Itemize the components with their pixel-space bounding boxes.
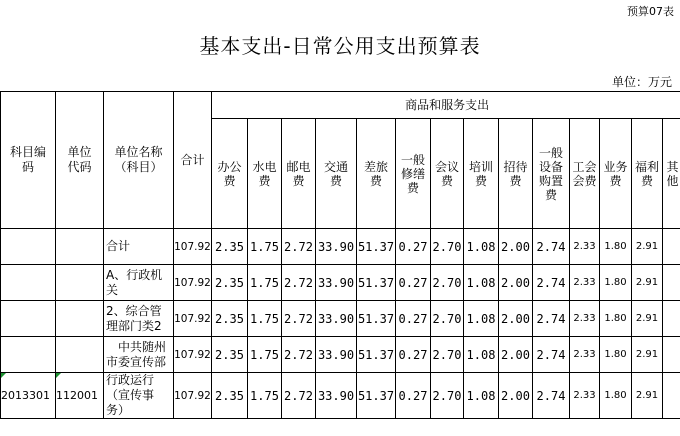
value-cell[interactable]: 0.27 <box>396 265 431 301</box>
unit-name-text: 中共随州市委宣传部 <box>106 339 167 369</box>
header-col: 会议费 <box>431 119 464 229</box>
subject-code-cell[interactable] <box>1 265 56 301</box>
value-cell[interactable]: 2.00 <box>499 373 533 419</box>
value-cell[interactable]: 2.72 <box>282 337 316 373</box>
value-cell[interactable]: 2.35 <box>212 301 248 337</box>
value-cell[interactable] <box>663 229 680 265</box>
value-cell[interactable]: 51.37 <box>357 265 396 301</box>
header-col: 一般设备购置费 <box>533 119 570 229</box>
unit-name-text: 行政运行（宣传事务） <box>106 373 155 417</box>
value-cell[interactable]: 2.00 <box>499 337 533 373</box>
value-cell[interactable]: 1.08 <box>464 337 499 373</box>
header-col: 办公费 <box>212 119 248 229</box>
value-cell[interactable] <box>663 265 680 301</box>
subject-code-text: 2013301 <box>1 389 50 402</box>
subject-code-cell[interactable] <box>1 229 56 265</box>
table-row <box>1 301 680 337</box>
unit-label: 单位：万元 <box>611 75 672 89</box>
cell-comment-marker <box>56 373 61 378</box>
header-group: 商品和服务支出 <box>212 92 680 119</box>
header-col: 工会会费 <box>570 119 600 229</box>
value-cell[interactable]: 2.91 <box>632 301 663 337</box>
value-cell[interactable]: 0.27 <box>396 301 431 337</box>
value-cell[interactable]: 0.27 <box>396 229 431 265</box>
value-cell[interactable]: 33.90 <box>316 337 357 373</box>
unit-code-text: 112001 <box>56 389 98 402</box>
value-cell[interactable]: 2.33 <box>570 229 600 265</box>
value-cell[interactable] <box>663 373 680 419</box>
value-cell[interactable]: 2.33 <box>570 265 600 301</box>
value-cell[interactable]: 2.00 <box>499 265 533 301</box>
subject-code-cell[interactable] <box>1 301 56 337</box>
unit-name-cell[interactable] <box>104 265 174 301</box>
unit-name-cell[interactable] <box>104 301 174 337</box>
table-row <box>1 229 680 265</box>
unit-code-cell[interactable] <box>56 373 104 419</box>
value-cell[interactable]: 1.75 <box>248 301 282 337</box>
unit-name-cell[interactable] <box>104 337 174 373</box>
subject-code-cell[interactable] <box>1 337 56 373</box>
value-cell[interactable]: 51.37 <box>357 337 396 373</box>
cell-comment-marker <box>1 373 6 378</box>
header-col: 业务费 <box>600 119 632 229</box>
value-cell[interactable]: 1.75 <box>248 265 282 301</box>
header-col: 福利费 <box>632 119 663 229</box>
value-cell[interactable]: 2.33 <box>570 337 600 373</box>
page-title: 基本支出-日常公用支出预算表 <box>199 34 481 58</box>
header-col: 交通费 <box>316 119 357 229</box>
value-cell[interactable]: 1.80 <box>600 301 632 337</box>
value-cell[interactable]: 0.27 <box>396 373 431 419</box>
value-cell[interactable] <box>663 301 680 337</box>
value-cell[interactable]: 1.08 <box>464 265 499 301</box>
header-col: 差旅费 <box>357 119 396 229</box>
unit-name-text: 2、综合管理部门类2 <box>106 303 162 333</box>
value-cell[interactable]: 2.00 <box>499 229 533 265</box>
value-cell[interactable]: 1.08 <box>464 229 499 265</box>
value-cell[interactable]: 1.75 <box>248 337 282 373</box>
value-cell[interactable]: 2.35 <box>212 265 248 301</box>
table-body <box>1 229 680 419</box>
value-cell[interactable]: 2.33 <box>570 373 600 419</box>
subject-code-cell[interactable] <box>1 373 56 419</box>
value-cell[interactable]: 1.80 <box>600 265 632 301</box>
unit-code-cell[interactable] <box>56 265 104 301</box>
value-cell[interactable]: 2.74 <box>533 373 570 419</box>
unit-code-cell[interactable] <box>56 301 104 337</box>
value-cell[interactable]: 1.08 <box>464 373 499 419</box>
value-cell[interactable]: 2.72 <box>282 301 316 337</box>
total-cell[interactable]: 107.92 <box>174 229 212 265</box>
total-cell[interactable]: 107.92 <box>174 373 212 419</box>
budget-table <box>0 91 680 419</box>
value-cell[interactable]: 1.80 <box>600 229 632 265</box>
value-cell[interactable]: 2.33 <box>570 301 600 337</box>
value-cell[interactable]: 2.35 <box>212 337 248 373</box>
value-cell[interactable]: 51.37 <box>357 301 396 337</box>
header-col: 培训费 <box>464 119 499 229</box>
value-cell[interactable]: 2.70 <box>431 229 464 265</box>
header-col: 邮电费 <box>282 119 316 229</box>
unit-name-cell[interactable] <box>104 373 174 419</box>
total-cell[interactable]: 107.92 <box>174 265 212 301</box>
value-cell[interactable]: 2.00 <box>499 301 533 337</box>
value-cell[interactable]: 1.80 <box>600 337 632 373</box>
header-total: 合计 <box>174 92 212 229</box>
value-cell[interactable]: 2.70 <box>431 301 464 337</box>
value-cell[interactable]: 33.90 <box>316 301 357 337</box>
value-cell[interactable]: 2.70 <box>431 373 464 419</box>
value-cell[interactable]: 51.37 <box>357 373 396 419</box>
value-cell[interactable]: 2.91 <box>632 229 663 265</box>
value-cell[interactable] <box>663 337 680 373</box>
value-cell[interactable]: 2.74 <box>533 265 570 301</box>
header-unit-code: 单位代码 <box>56 92 104 229</box>
unit-code-cell[interactable] <box>56 229 104 265</box>
value-cell[interactable]: 2.74 <box>533 301 570 337</box>
unit-code-cell[interactable] <box>56 337 104 373</box>
value-cell[interactable]: 0.27 <box>396 337 431 373</box>
value-cell[interactable]: 1.75 <box>248 229 282 265</box>
value-cell[interactable]: 1.75 <box>248 373 282 419</box>
value-cell[interactable]: 1.80 <box>600 373 632 419</box>
header-col: 一般修缮费 <box>396 119 431 229</box>
table-row <box>1 337 680 373</box>
unit-name-text: A、行政机关 <box>106 267 163 297</box>
value-cell[interactable]: 2.72 <box>282 265 316 301</box>
value-cell[interactable]: 33.90 <box>316 265 357 301</box>
value-cell[interactable]: 1.08 <box>464 301 499 337</box>
form-code: 预算07表 <box>627 5 674 18</box>
header-col: 其他 <box>663 119 680 229</box>
header-col: 招待费 <box>499 119 533 229</box>
unit-name-text: 合计 <box>106 239 131 253</box>
header-unit-name: 单位名称（科目） <box>104 92 174 229</box>
value-cell[interactable]: 2.70 <box>431 265 464 301</box>
value-cell[interactable]: 2.72 <box>282 373 316 419</box>
table-row <box>1 373 680 419</box>
value-cell[interactable]: 2.91 <box>632 373 663 419</box>
value-cell[interactable]: 2.72 <box>282 229 316 265</box>
value-cell[interactable]: 2.35 <box>212 229 248 265</box>
value-cell[interactable]: 2.70 <box>431 337 464 373</box>
header-col: 水电费 <box>248 119 282 229</box>
value-cell[interactable]: 33.90 <box>316 373 357 419</box>
value-cell[interactable]: 2.91 <box>632 265 663 301</box>
header-subject-code: 科目编码 <box>1 92 56 229</box>
value-cell[interactable]: 33.90 <box>316 229 357 265</box>
value-cell[interactable]: 2.91 <box>632 337 663 373</box>
total-cell[interactable]: 107.92 <box>174 337 212 373</box>
value-cell[interactable]: 2.74 <box>533 229 570 265</box>
value-cell[interactable]: 2.74 <box>533 337 570 373</box>
value-cell[interactable]: 51.37 <box>357 229 396 265</box>
table-row <box>1 265 680 301</box>
value-cell[interactable]: 2.35 <box>212 373 248 419</box>
total-cell[interactable]: 107.92 <box>174 301 212 337</box>
unit-name-cell[interactable] <box>104 229 174 265</box>
